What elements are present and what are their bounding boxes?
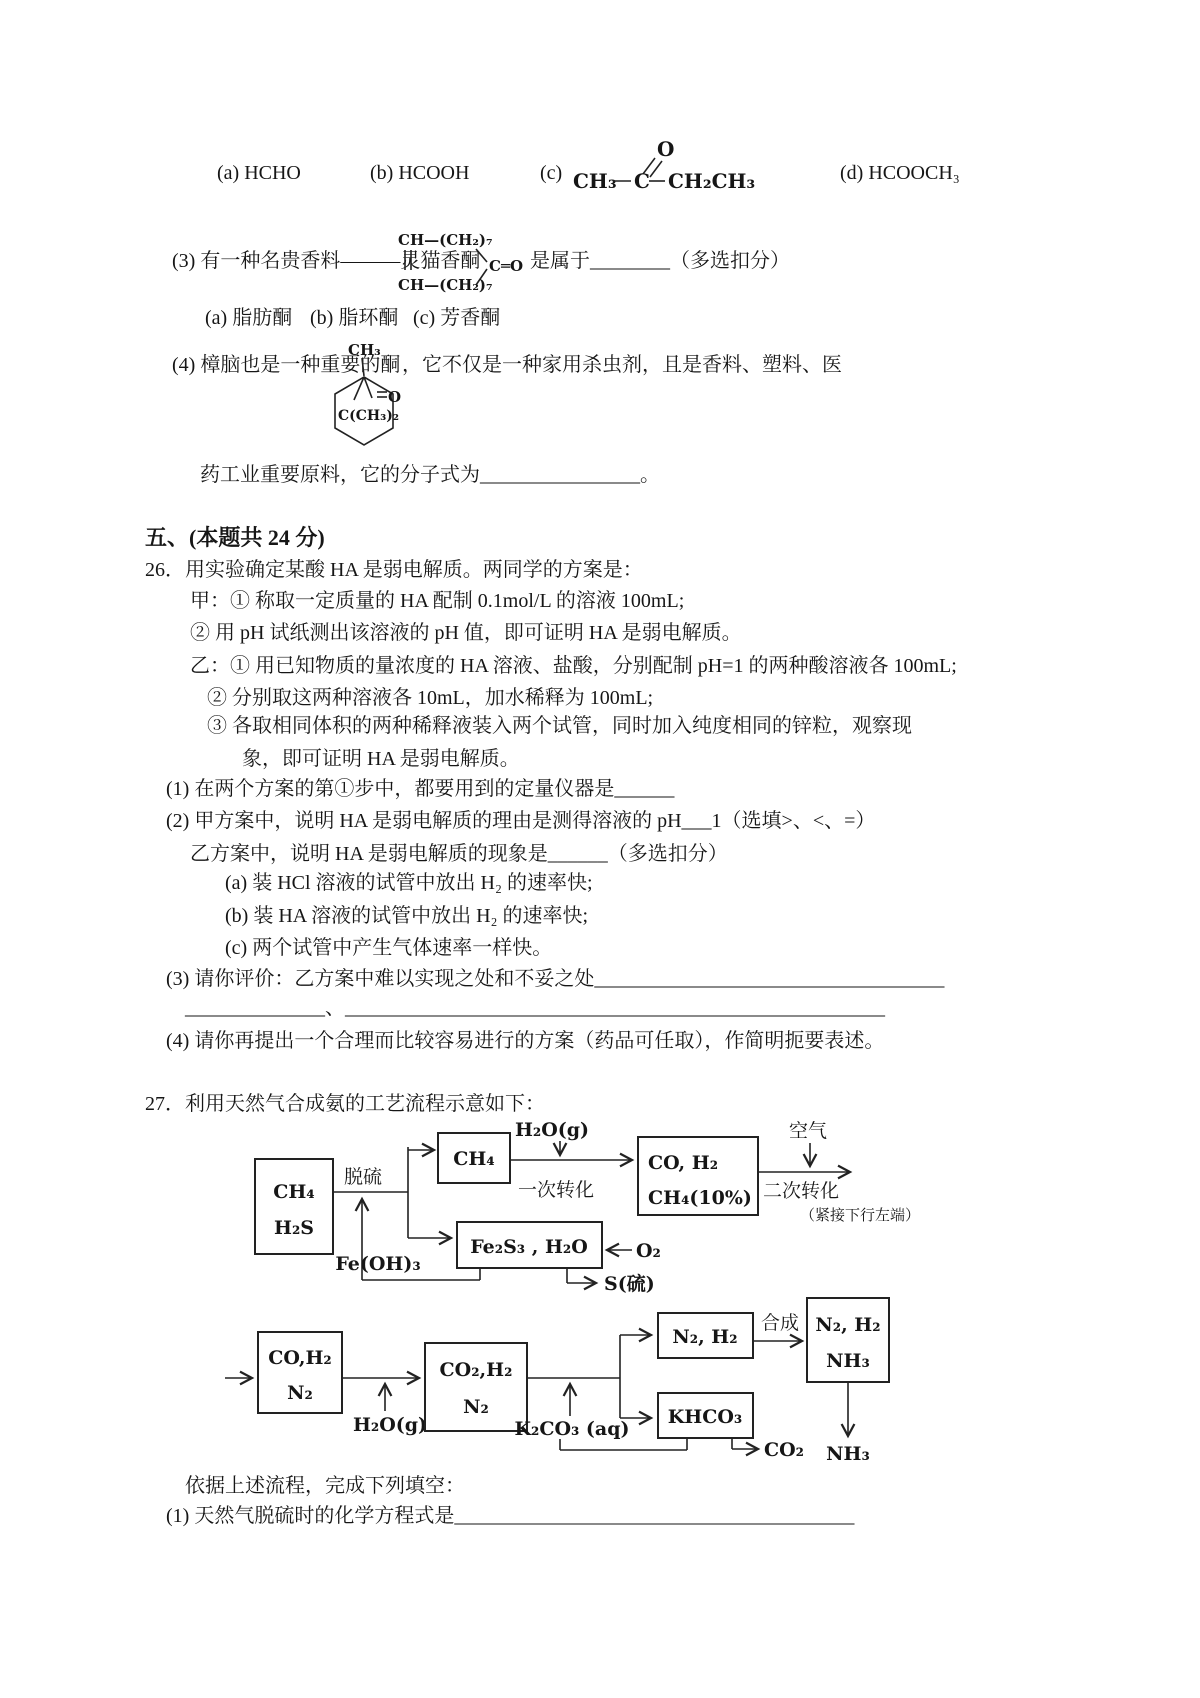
- q26-option-b: (b) 装 HA 溶液的试管中放出 H₂ 的速率快;: [225, 905, 589, 927]
- q3-option-a: (a) 脂肪酮: [205, 307, 293, 329]
- label-first-conversion: 一次转化: [517, 1180, 595, 1201]
- formula-ch3: CH₃: [573, 169, 617, 193]
- q26-part2b: 乙方案中，说明 HA 是弱电解质的现象是______（多选扣分）: [190, 843, 728, 865]
- q26-jia-step2: ② 用 pH 试纸测出该溶液的 pH 值，即可证明 HA 是弱电解质。: [190, 622, 742, 644]
- q26-yi-step3a: ③ 各取相同体积的两种稀释液装入两个试管，同时加入纯度相同的锌粒，观察现: [207, 715, 912, 737]
- box-feed-ch4-h2s: [255, 1159, 333, 1254]
- label-second-conversion: 二次转化: [762, 1181, 840, 1202]
- formula-c: C: [634, 169, 650, 193]
- label-k2co3: K₂CO₃ (aq): [514, 1418, 630, 1440]
- label-synthesis: 合成: [760, 1313, 800, 1334]
- q26-part1: (1) 在两个方案的第①步中，都要用到的定量仪器是______: [166, 778, 675, 800]
- structure-civetone: [398, 222, 528, 300]
- box-syngas-line2: CH₄(10%): [648, 1187, 752, 1209]
- box-feed-line2: H₂S: [274, 1217, 314, 1239]
- label-desulfurization: 脱硫: [343, 1167, 383, 1188]
- q3-option-b: (b) 脂环酮: [310, 307, 399, 329]
- formula-cch32: C(CH₃)₂: [338, 408, 400, 424]
- q26-yi-step1: 乙：① 用已知物质的量浓度的 HA 溶液、盐酸，分别配制 pH=1 的两种酸溶液各 100mL;: [190, 655, 957, 677]
- box-product-line1: N₂, H₂: [815, 1314, 881, 1336]
- formula-o: O: [657, 137, 675, 161]
- structure-camphor: [328, 340, 408, 455]
- q4-line2: 药工业重要原料，它的分子式为________________。: [200, 464, 660, 486]
- q26-part3: (3) 请你评价：乙方案中难以实现之处和不妥之处___________________________________: [166, 968, 945, 990]
- box-khco3-label: KHCO₃: [667, 1406, 743, 1428]
- box-co2-h2-n2-line2: N₂: [463, 1396, 489, 1418]
- q26-yi-step2: ② 分别取这两种溶液各 10mL，加水稀释为 100mL;: [207, 687, 654, 709]
- structure-butanone: [563, 137, 756, 202]
- q26-part2a: (2) 甲方案中，说明 HA 是弱电解质的理由是测得溶液的 pH___1（选填>、<、=）: [166, 810, 876, 832]
- label-co2-output: CO₂: [764, 1439, 804, 1461]
- q26-title: 26．用实验确定某酸 HA 是弱电解质。两同学的方案是：: [145, 559, 643, 581]
- ring-lines: [335, 358, 393, 445]
- formula-o: O: [388, 388, 402, 406]
- ammonia-process-flow-diagram: [200, 1112, 1140, 1472]
- q26-option-c: (c) 两个试管中产生气体速率一样快。: [225, 937, 553, 959]
- label-feoh3: Fe(OH)₃: [335, 1253, 421, 1275]
- q27-footer-instruction: 依据上述流程，完成下列填空：: [185, 1475, 465, 1497]
- option-c-label: (c): [540, 162, 563, 184]
- q4-suffix: ，它不仅是一种家用杀虫剂，且是香料、塑料、医: [402, 354, 842, 376]
- box-feed-line1: CH₄: [273, 1181, 315, 1203]
- option-a-hcho: (a) HCHO: [217, 162, 301, 184]
- label-sulfur: S(硫): [604, 1273, 655, 1295]
- q26-jia-step1: 甲：① 称取一定质量的 HA 配制 0.1mol/L 的溶液 100mL;: [190, 590, 685, 612]
- q4-text: (4) 樟脑也是一种重要的酮: [172, 354, 401, 376]
- formula-ch3: CH₃: [348, 341, 381, 359]
- box-co-h2-n2-line2: N₂: [287, 1382, 313, 1404]
- option-d-hcooch3: (d) HCOOCH₃: [840, 162, 960, 184]
- q26-part4: (4) 请你再提出一个合理而比较容易进行的方案（药品可任取），作简明扼要表述。: [166, 1030, 885, 1052]
- q26-option-a: (a) 装 HCl 溶液的试管中放出 H₂ 的速率快;: [225, 872, 593, 894]
- q3-suffix: 是属于________（多选扣分）: [530, 250, 790, 272]
- q27-blank1: (1) 天然气脱硫时的化学方程式是________________________________________: [166, 1505, 855, 1527]
- q27-title: 27．利用天然气合成氨的工艺流程示意如下：: [145, 1093, 545, 1115]
- label-continuation-note: （紧接下行左端）: [800, 1208, 921, 1224]
- label-h2og-top: H₂O(g): [514, 1119, 590, 1141]
- option-b-hcooh: (b) HCOOH: [370, 162, 470, 184]
- box-syngas-line1: CO, H₂: [648, 1152, 719, 1174]
- formula-co: C═O: [489, 257, 524, 275]
- box-co-h2-n2-line1: CO,H₂: [268, 1347, 332, 1369]
- q26-yi-step3b: 象，即可证明 HA 是弱电解质。: [242, 748, 520, 770]
- box-ch4-label: CH₄: [453, 1148, 495, 1170]
- box-n2-h2-label: N₂, H₂: [672, 1326, 738, 1348]
- box-co2-h2-n2-line1: CO₂,H₂: [439, 1359, 513, 1381]
- section5-header: 五、(本题共 24 分): [145, 525, 325, 550]
- q26-part3-blanks: ______________、______________________________________________________: [185, 997, 885, 1019]
- q3-text: (3) 有一种名贵香料———灵猫香酮: [172, 250, 481, 272]
- box-product-line2: NH₃: [826, 1350, 870, 1372]
- formula-chain-top: CH—(CH₂)₇: [398, 231, 493, 249]
- formula-ch2ch3: CH₂CH₃: [668, 169, 756, 193]
- label-h2og-bottom: H₂O(g): [352, 1414, 428, 1436]
- box-fe2s3-label: Fe₂S₃ , H₂O: [470, 1236, 588, 1258]
- q3-option-c: (c) 芳香酮: [413, 307, 501, 329]
- label-o2: O₂: [636, 1240, 661, 1262]
- formula-chain-bottom: CH—(CH₂)₇: [398, 276, 493, 294]
- label-air: 空气: [788, 1121, 828, 1142]
- label-nh3-output: NH₃: [826, 1443, 870, 1465]
